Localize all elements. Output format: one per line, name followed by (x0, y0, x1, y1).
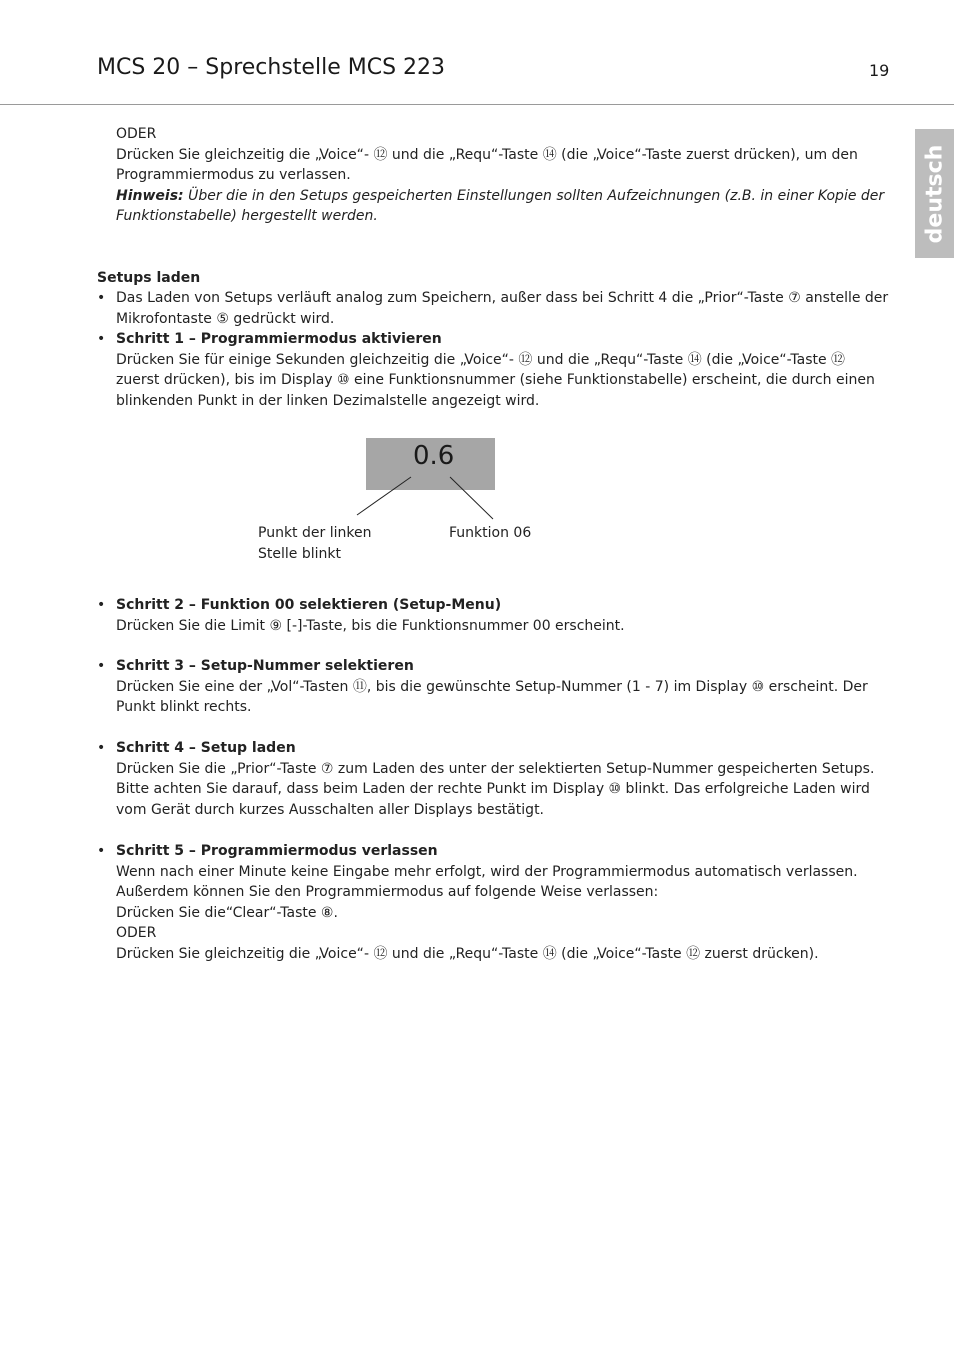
step-5-voice: Drücken Sie gleichzeitig die „Voice“- ⑫ und die „Requ“-Taste ⑭ (die „Voice“-Taste ⑫ zuerst drücken). (116, 945, 819, 962)
intro-text: Drücken Sie gleichzeitig die „Voice“- ⑫ und die „Requ“-Taste ⑭ (die „Voice“-Taste zuerst drücken), um den Programmiermodus zu verlassen. (116, 146, 858, 183)
note-label: Hinweis: (116, 187, 184, 204)
step-1-text: Drücken Sie für einige Sekunden gleichzeitig die „Voice“- ⑫ und die „Requ“-Taste ⑭ (die „Voice“-Taste ⑫ zuerst drücken), bis im Display ⑩ eine Funktionsnummer (siehe Funktionstabelle) erscheint, die durch einen blinkenden Punkt in der linken Dezimalstelle angezeigt wird. (116, 351, 875, 409)
step-5-oder: ODER (116, 925, 157, 941)
step-2-title: Schritt 2 – Funktion 00 selektieren (Setup-Menu) (116, 597, 502, 613)
step-3-text: Drücken Sie eine der „Vol“-Tasten ⑪, bis die gewünschte Setup-Nummer (1 - 7) im Display ⑩ erscheint. Der Punkt blinkt rechts. (116, 678, 868, 715)
bullet-marker: • (97, 597, 106, 613)
bullet-marker: • (97, 843, 106, 859)
caption-left-line-2: Stelle blinkt (258, 545, 341, 562)
intro-oder: ODER (116, 126, 157, 142)
step-5-title: Schritt 5 – Programmiermodus verlassen (116, 843, 438, 859)
bullet-marker: • (97, 658, 106, 674)
bullet-marker: • (97, 290, 106, 306)
caption-left (258, 523, 371, 564)
list-item-step-3 (116, 656, 892, 718)
list-item-step-4 (116, 738, 892, 820)
bullet-marker: • (97, 740, 106, 756)
caption-left-line-1: Punkt der linken (258, 525, 372, 541)
step-3-title: Schritt 3 – Setup-Nummer selektieren (116, 658, 414, 674)
step-5-text: Wenn nach einer Minute keine Eingabe mehr erfolgt, wird der Programmiermodus automatisch verlassen. Außerdem können Sie den Programmiermodus auf folgende Weise verlassen: (116, 863, 858, 900)
step-1-title: Schritt 1 – Programmiermodus aktivieren (116, 331, 442, 347)
list-item-step-2 (116, 595, 892, 636)
step-5-clear: Drücken Sie die“Clear“-Taste ⑧. (116, 904, 338, 921)
item-text: Das Laden von Setups verläuft analog zum Speichern, außer dass bei Schritt 4 die „Prior“-Taste ⑦ anstelle der Mikrofontaste ⑤ gedrückt wird. (116, 290, 889, 327)
pointer-line-right (450, 477, 493, 519)
list-item-step-5 (116, 841, 892, 964)
bullet-marker: • (97, 331, 106, 347)
note-text: Über die in den Setups gespeicherten Einstellungen sollten Aufzeichnungen (z.B. in einer Kopie der Funktionstabelle) hergestellt werden. (116, 187, 885, 224)
pointer-line-left (357, 477, 411, 515)
page-number: 19 (869, 61, 890, 80)
language-tab-label: deutsch (922, 144, 947, 243)
page-header-title: MCS 20 – Sprechstelle MCS 223 (97, 55, 446, 80)
caption-right: Funktion 06 (449, 525, 532, 541)
step-4-title: Schritt 4 – Setup laden (116, 740, 296, 756)
display-value: 0.6 (413, 441, 455, 471)
section-heading: Setups laden (97, 270, 201, 286)
step-2-text: Drücken Sie die Limit ⑨ [-]-Taste, bis die Funktionsnummer 00 erscheint. (116, 617, 625, 634)
step-4-text: Drücken Sie die „Prior“-Taste ⑦ zum Laden des unter der selektierten Setup-Nummer gespeicherten Setups. Bitte achten Sie darauf, dass beim Laden der rechte Punkt im Display ⑩ blinkt. Das erfolgreiche Laden wird vom Gerät durch kurzes Ausschalten aller Displays bestätigt. (116, 760, 875, 818)
